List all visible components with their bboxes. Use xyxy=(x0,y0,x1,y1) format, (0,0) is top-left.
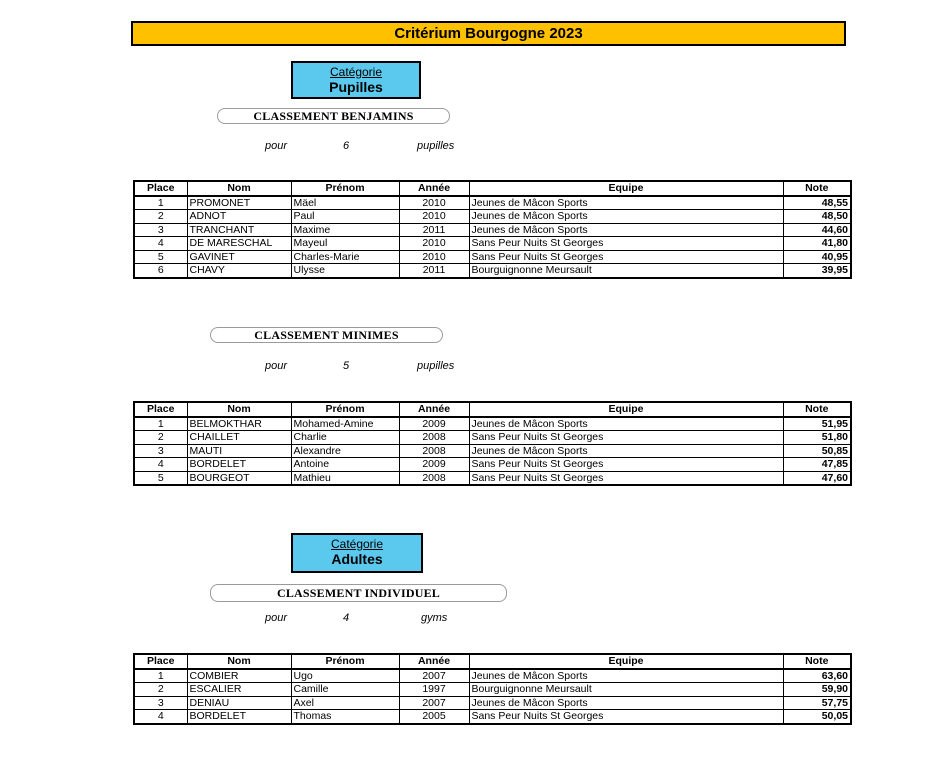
cell-equipe: Bourguignonne Meursault xyxy=(469,264,783,278)
cell-place: 4 xyxy=(134,710,187,724)
cell-note: 48,50 xyxy=(783,210,851,224)
results-table-individuel xyxy=(133,653,852,725)
cell-annee: 2009 xyxy=(399,458,469,472)
column-header-prenom: Prénom xyxy=(291,181,399,196)
cell-annee: 2008 xyxy=(399,431,469,445)
cell-note: 51,80 xyxy=(783,431,851,445)
count-value: 5 xyxy=(343,360,350,372)
cell-place: 3 xyxy=(134,444,187,458)
table-row xyxy=(134,696,851,710)
cell-prenom: Mäel xyxy=(291,196,399,210)
column-header-place: Place xyxy=(134,402,187,417)
cell-nom: BORDELET xyxy=(187,458,291,472)
cell-prenom: Charles-Marie xyxy=(291,250,399,264)
count-prefix: pour xyxy=(265,360,288,372)
cell-nom: ADNOT xyxy=(187,210,291,224)
cell-place: 2 xyxy=(134,683,187,697)
cell-note: 44,60 xyxy=(783,223,851,237)
table-row xyxy=(134,210,851,224)
cell-equipe: Jeunes de Mâcon Sports xyxy=(469,223,783,237)
cell-note: 50,05 xyxy=(783,710,851,724)
cell-place: 2 xyxy=(134,210,187,224)
table-row xyxy=(134,683,851,697)
category-box-adultes xyxy=(291,533,423,573)
cell-equipe: Sans Peur Nuits St Georges xyxy=(469,471,783,485)
cell-annee: 2008 xyxy=(399,444,469,458)
cell-equipe: Bourguignonne Meursault xyxy=(469,683,783,697)
table-row xyxy=(134,458,851,472)
column-header-note: Note xyxy=(783,654,851,669)
count-unit: pupilles xyxy=(417,360,455,372)
category-name: Pupilles xyxy=(329,79,383,95)
cell-prenom: Thomas xyxy=(291,710,399,724)
cell-equipe: Sans Peur Nuits St Georges xyxy=(469,431,783,445)
table-header-row xyxy=(134,181,851,196)
column-header-equipe: Equipe xyxy=(469,654,783,669)
column-header-annee: Année xyxy=(399,654,469,669)
table-row xyxy=(134,264,851,278)
cell-annee: 2011 xyxy=(399,223,469,237)
cell-equipe: Jeunes de Mâcon Sports xyxy=(469,417,783,431)
cell-prenom: Camille xyxy=(291,683,399,697)
cell-nom: PROMONET xyxy=(187,196,291,210)
page-title: Critérium Bourgogne 2023 xyxy=(131,21,846,46)
cell-place: 5 xyxy=(134,250,187,264)
cell-nom: BELMOKTHAR xyxy=(187,417,291,431)
column-header-prenom: Prénom xyxy=(291,402,399,417)
cell-annee: 2007 xyxy=(399,669,469,683)
cell-equipe: Sans Peur Nuits St Georges xyxy=(469,458,783,472)
cell-equipe: Jeunes de Mâcon Sports xyxy=(469,444,783,458)
cell-note: 51,95 xyxy=(783,417,851,431)
cell-note: 41,80 xyxy=(783,237,851,251)
column-header-nom: Nom xyxy=(187,181,291,196)
column-header-nom: Nom xyxy=(187,402,291,417)
cell-nom: MAUTI xyxy=(187,444,291,458)
cell-place: 3 xyxy=(134,223,187,237)
cell-note: 47,60 xyxy=(783,471,851,485)
column-header-prenom: Prénom xyxy=(291,654,399,669)
cell-prenom: Ulysse xyxy=(291,264,399,278)
cell-annee: 2010 xyxy=(399,210,469,224)
cell-place: 1 xyxy=(134,669,187,683)
table-header-row xyxy=(134,402,851,417)
cell-equipe: Jeunes de Mâcon Sports xyxy=(469,196,783,210)
cell-annee: 2011 xyxy=(399,264,469,278)
count-prefix: pour xyxy=(265,612,288,624)
table-row xyxy=(134,196,851,210)
table-row xyxy=(134,669,851,683)
cell-equipe: Jeunes de Mâcon Sports xyxy=(469,696,783,710)
cell-prenom: Ugo xyxy=(291,669,399,683)
results-table-minimes xyxy=(133,401,852,486)
table-row xyxy=(134,444,851,458)
table-row xyxy=(134,250,851,264)
cell-place: 4 xyxy=(134,458,187,472)
cell-place: 2 xyxy=(134,431,187,445)
cell-place: 6 xyxy=(134,264,187,278)
column-header-equipe: Equipe xyxy=(469,402,783,417)
cell-nom: BORDELET xyxy=(187,710,291,724)
cell-annee: 2009 xyxy=(399,417,469,431)
cell-prenom: Charlie xyxy=(291,431,399,445)
cell-equipe: Jeunes de Mâcon Sports xyxy=(469,210,783,224)
column-header-annee: Année xyxy=(399,181,469,196)
column-header-annee: Année xyxy=(399,402,469,417)
cell-nom: COMBIER xyxy=(187,669,291,683)
cell-nom: CHAILLET xyxy=(187,431,291,445)
cell-place: 5 xyxy=(134,471,187,485)
cell-equipe: Jeunes de Mâcon Sports xyxy=(469,669,783,683)
column-header-nom: Nom xyxy=(187,654,291,669)
cell-annee: 2010 xyxy=(399,237,469,251)
column-header-note: Note xyxy=(783,402,851,417)
category-name: Adultes xyxy=(331,551,383,567)
cell-equipe: Sans Peur Nuits St Georges xyxy=(469,250,783,264)
count-unit: gyms xyxy=(421,612,448,624)
cell-note: 57,75 xyxy=(783,696,851,710)
cell-equipe: Sans Peur Nuits St Georges xyxy=(469,710,783,724)
count-value: 6 xyxy=(343,140,350,152)
cell-place: 1 xyxy=(134,417,187,431)
cell-prenom: Mohamed-Amine xyxy=(291,417,399,431)
cell-nom: ESCALIER xyxy=(187,683,291,697)
table-row xyxy=(134,431,851,445)
column-header-place: Place xyxy=(134,654,187,669)
table-row xyxy=(134,710,851,724)
table-row xyxy=(134,237,851,251)
cell-place: 3 xyxy=(134,696,187,710)
cell-prenom: Mathieu xyxy=(291,471,399,485)
cell-annee: 2008 xyxy=(399,471,469,485)
column-header-place: Place xyxy=(134,181,187,196)
cell-prenom: Axel xyxy=(291,696,399,710)
cell-prenom: Alexandre xyxy=(291,444,399,458)
section-heading-benjamins: CLASSEMENT BENJAMINS xyxy=(217,108,450,124)
cell-equipe: Sans Peur Nuits St Georges xyxy=(469,237,783,251)
cell-prenom: Paul xyxy=(291,210,399,224)
cell-annee: 2010 xyxy=(399,250,469,264)
cell-annee: 2010 xyxy=(399,196,469,210)
cell-prenom: Mayeul xyxy=(291,237,399,251)
cell-nom: BOURGEOT xyxy=(187,471,291,485)
cell-nom: GAVINET xyxy=(187,250,291,264)
cell-note: 47,85 xyxy=(783,458,851,472)
count-unit: pupilles xyxy=(417,140,455,152)
table-row xyxy=(134,223,851,237)
table-row xyxy=(134,471,851,485)
section-heading-individuel: CLASSEMENT INDIVIDUEL xyxy=(210,584,507,602)
cell-annee: 2005 xyxy=(399,710,469,724)
cell-place: 1 xyxy=(134,196,187,210)
cell-note: 48,55 xyxy=(783,196,851,210)
cell-nom: CHAVY xyxy=(187,264,291,278)
table-header-row xyxy=(134,654,851,669)
section-heading-minimes: CLASSEMENT MINIMES xyxy=(210,327,443,343)
cell-note: 40,95 xyxy=(783,250,851,264)
category-label: Catégorie xyxy=(330,537,384,551)
category-box-pupilles xyxy=(291,61,421,99)
cell-note: 63,60 xyxy=(783,669,851,683)
count-prefix: pour xyxy=(265,140,288,152)
cell-note: 39,95 xyxy=(783,264,851,278)
cell-annee: 1997 xyxy=(399,683,469,697)
count-value: 4 xyxy=(343,612,350,624)
cell-nom: DENIAU xyxy=(187,696,291,710)
cell-nom: DE MARESCHAL xyxy=(187,237,291,251)
category-label: Catégorie xyxy=(329,65,383,79)
column-header-note: Note xyxy=(783,181,851,196)
cell-note: 50,85 xyxy=(783,444,851,458)
cell-place: 4 xyxy=(134,237,187,251)
cell-prenom: Antoine xyxy=(291,458,399,472)
cell-nom: TRANCHANT xyxy=(187,223,291,237)
results-table-benjamins xyxy=(133,180,852,279)
cell-annee: 2007 xyxy=(399,696,469,710)
cell-note: 59,90 xyxy=(783,683,851,697)
cell-prenom: Maxime xyxy=(291,223,399,237)
table-row xyxy=(134,417,851,431)
column-header-equipe: Equipe xyxy=(469,181,783,196)
